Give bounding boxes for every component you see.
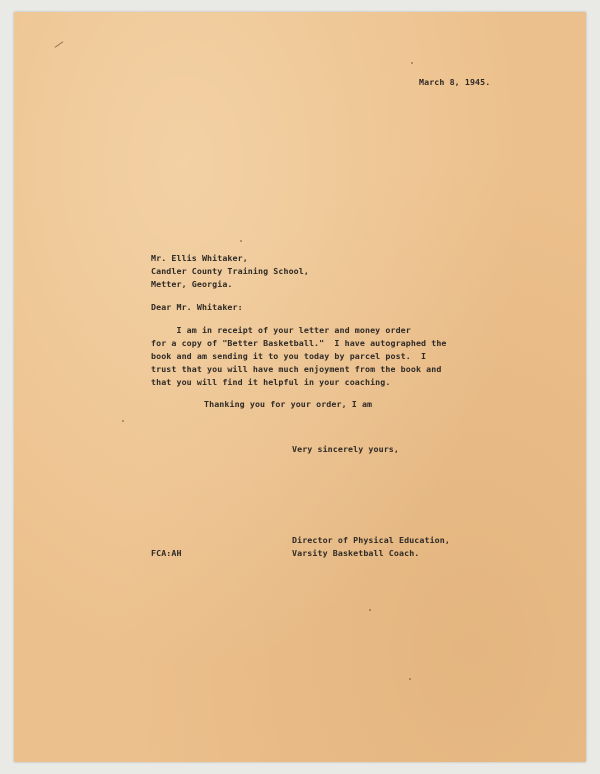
body-line: that you will find it helpful in your coaching. [151,377,391,387]
body-line: trust that you will have much enjoyment from the book and [151,364,442,374]
salutation: Dear Mr. Whitaker: [151,302,243,312]
address-line: Metter, Georgia. [151,279,233,289]
paper-speck [122,420,124,422]
typist-initials: FCA:AH [151,548,182,558]
title-line: Varsity Basketball Coach. [292,548,420,558]
letter-page [14,12,586,762]
paper-mark [55,41,64,48]
body-line: I am in receipt of your letter and money order [151,325,411,335]
paper-speck [411,62,413,64]
paper-speck [240,240,242,242]
paper-speck [369,609,371,611]
paper-speck [409,678,411,680]
closing-line: Thanking you for your order, I am [204,399,373,409]
address-line: Candler County Training School, [151,266,309,276]
address-line: Mr. Ellis Whitaker, [151,253,248,263]
body-line: book and am sending it to you today by parcel post. I [151,351,427,361]
title-line: Director of Physical Education, [292,535,450,545]
letter-date: March 8, 1945. [419,77,491,87]
complimentary-close: Very sincerely yours, [292,444,399,454]
body-line: for a copy of "Better Basketball." I have autographed the [151,338,447,348]
